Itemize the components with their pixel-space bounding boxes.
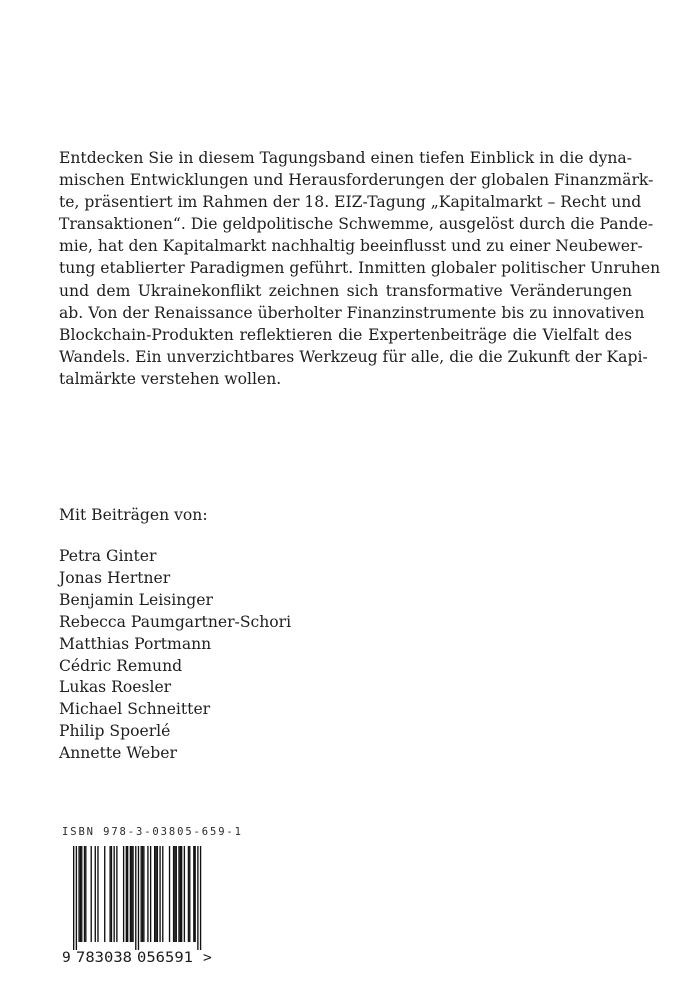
blurb-line: und dem Ukrainekonflikt zeichnen sich transformative Veränderungen (59, 281, 632, 300)
barcode-bar (97, 846, 98, 942)
contributor-name: Rebecca Paumgartner-Schori (59, 612, 292, 631)
blurb-line: Blockchain-Produkten reflektieren die Expertenbeiträge die Vielfalt des (59, 325, 632, 344)
barcode-bar (85, 846, 86, 942)
contributors-heading: Mit Beiträgen von: (59, 506, 208, 524)
barcode-guard-bar (73, 846, 74, 950)
barcode-bar (173, 846, 174, 942)
barcode-guard-bar (197, 846, 198, 950)
contributors-list (59, 546, 291, 765)
barcode-bar (109, 846, 110, 942)
barcode-bar (180, 846, 181, 942)
barcode-bar (193, 846, 194, 942)
blurb-line: mie, hat den Kapitalmarkt nachhaltig beeinflusst und zu einer Neubewer- (59, 237, 643, 256)
barcode-bar (150, 846, 151, 942)
barcode-bar (147, 846, 148, 942)
isbn-barcode-block (62, 826, 243, 966)
barcode-bar (104, 846, 105, 942)
book-blurb (59, 147, 661, 390)
barcode-bar (142, 846, 143, 942)
barcode-bar (131, 846, 132, 942)
contributor-name: Matthias Portmann (59, 634, 212, 653)
barcode-bar (114, 846, 115, 942)
barcode-bar (143, 846, 144, 942)
barcode-bar (132, 846, 133, 942)
barcode-bar (195, 846, 196, 942)
barcode-bar (116, 846, 117, 942)
isbn-label: ISBN 978-3-03805-659-1 (62, 826, 243, 838)
barcode-guard-bar (138, 846, 139, 950)
blurb-line: talmärkte verstehen wollen. (59, 369, 282, 388)
contributor-name: Philip Spoerlé (59, 722, 171, 741)
barcode-bar (126, 846, 127, 942)
ean-first-digit: 9 (62, 950, 71, 966)
barcode-guard-bar (135, 846, 136, 950)
barcode-bar (81, 846, 82, 942)
barcode-bar (189, 846, 190, 942)
contributor-name: Petra Ginter (59, 547, 157, 565)
blurb-line: Entdecken Sie in diesem Tagungsband einen tiefen Einblick in die dyna- (59, 149, 632, 167)
ean13-barcode (62, 842, 222, 966)
barcode-bar (184, 846, 185, 942)
barcode-bar (188, 846, 189, 942)
ean-right-digits: 056591 (137, 950, 193, 966)
barcode-bar (169, 846, 170, 942)
barcode-bars (73, 846, 201, 950)
barcode-bar (127, 846, 128, 942)
barcode-bar (130, 846, 131, 942)
contributor-name: Cédric Remund (59, 656, 183, 675)
ean-left-digits: 783038 (76, 950, 132, 966)
contributor-name: Benjamin Leisinger (59, 590, 213, 609)
blurb-line: tung etablierter Paradigmen geführt. Inmitten globaler politischer Unruhen (59, 259, 661, 278)
contributor-name: Annette Weber (59, 744, 177, 763)
quiet-zone-marker: > (203, 950, 212, 966)
barcode-bar (157, 846, 158, 942)
barcode-bar (176, 846, 177, 942)
contributor-name: Lukas Roesler (59, 678, 172, 697)
barcode-bar (111, 846, 112, 942)
blurb-line: Wandels. Ein unverzichtbares Werkzeug für alle, die die Zukunft der Kapi- (59, 347, 648, 366)
barcode-bar (141, 846, 142, 942)
barcode-bar (159, 846, 160, 942)
barcode-guard-bar (200, 846, 201, 950)
barcode-bar (91, 846, 92, 942)
blurb-line: ab. Von der Renaissance überholter Finanzinstrumente bis zu innovativen (59, 303, 645, 322)
blurb-line: te, präsentiert im Rahmen der 18. EIZ-Tagung „Kapitalmarkt – Recht und (59, 193, 642, 212)
barcode-guard-bar (76, 846, 77, 950)
barcode-bar (155, 846, 156, 942)
barcode-bar (154, 846, 155, 942)
barcode-bar (84, 846, 85, 942)
barcode-bar (162, 846, 163, 942)
barcode-bar (181, 846, 182, 942)
barcode-bar (78, 846, 79, 942)
barcode-bar (174, 846, 175, 942)
barcode-bar (123, 846, 124, 942)
barcode-bar (95, 846, 96, 942)
contributor-name: Jonas Hertner (59, 568, 171, 587)
barcode-bar (178, 846, 179, 942)
blurb-line: mischen Entwicklungen und Herausforderungen der globalen Finanzmärk- (59, 171, 654, 190)
contributor-name: Michael Schneitter (59, 700, 211, 719)
blurb-line: Transaktionen“. Die geldpolitische Schwemme, ausgelöst durch die Pande- (59, 215, 654, 234)
barcode-bar (80, 846, 81, 942)
